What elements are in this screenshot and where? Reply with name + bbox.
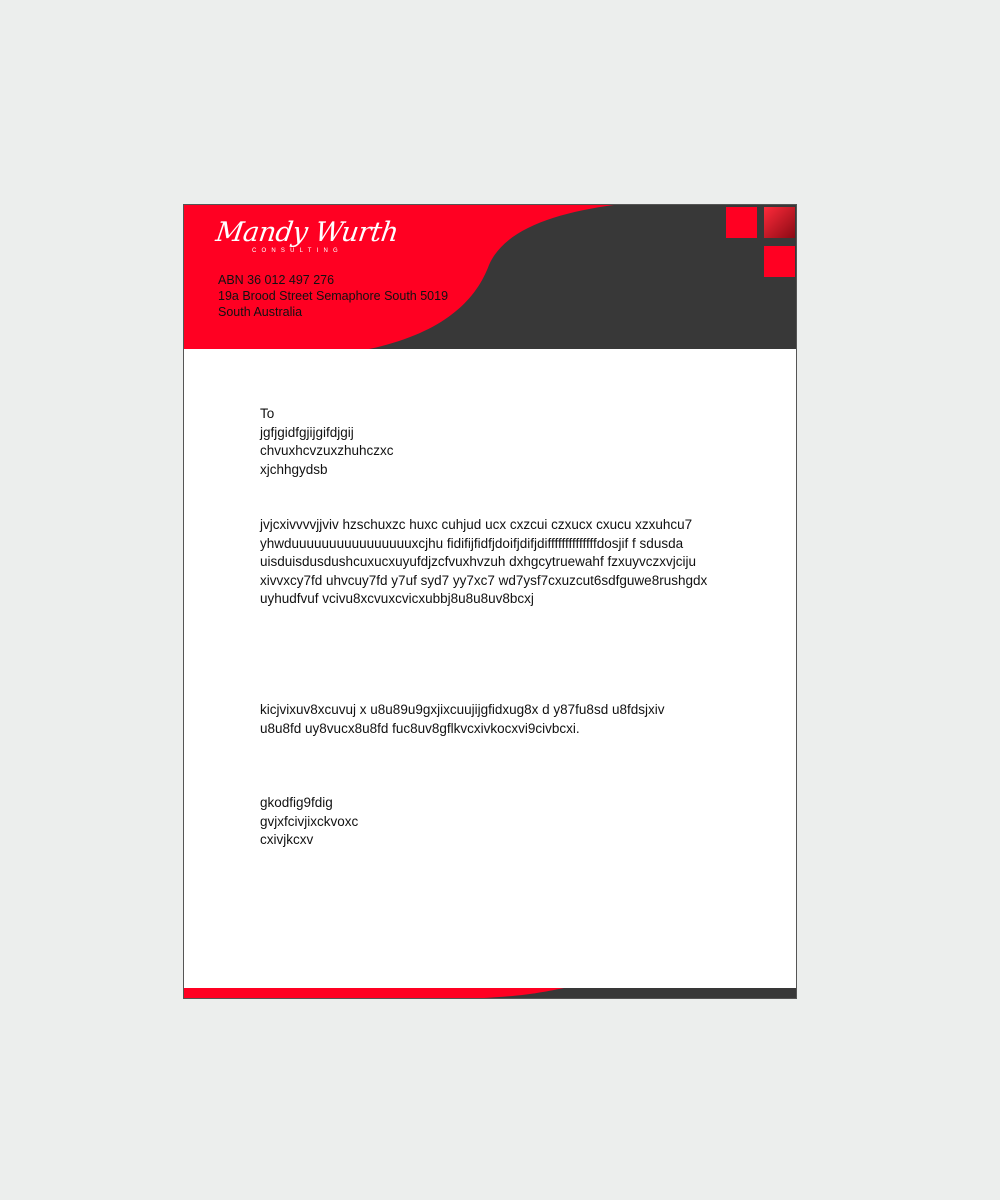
company-logo xyxy=(213,215,401,254)
to-label: To xyxy=(260,406,275,421)
paragraph-line: yhwduuuuuuuuuuuuuuuuxcjhu fidifijfidfjdoifjdifjdiffffffffffffffdosjif f sdusda xyxy=(260,535,684,551)
paragraph-line: uisduisdusdushcuxucxuyufdjzcfvuxhvzuh dxhgcytruewahf fzxuyvczxvjciju xyxy=(260,554,696,569)
recipient-line: chvuxhcvzuxzhuhczxc xyxy=(260,443,394,458)
address-line-1: 19a Brood Street Semaphore South 5019 xyxy=(218,289,449,303)
address-line-2: South Australia xyxy=(218,305,303,319)
letterhead-page xyxy=(183,204,797,999)
recipient-block xyxy=(260,405,394,479)
header-square-bottom-right xyxy=(764,246,795,277)
header-square-top-left xyxy=(726,207,757,238)
letterhead-footer xyxy=(184,988,796,998)
abn-text: ABN 36 012 497 276 xyxy=(218,273,335,287)
paragraph-line: u8u8fd uy8vucx8u8fd fuc8uv8gflkvcxivkocxvi9civbcxi. xyxy=(260,720,580,736)
signoff-line: cxivjkcxv xyxy=(260,832,314,847)
letterhead-header xyxy=(184,205,796,349)
signoff-line: gkodfig9fdig xyxy=(260,795,333,810)
recipient-line: xjchhgydsb xyxy=(260,461,328,477)
paragraph-line: kicjvixuv8xcuvuj x u8u89u9gxjixcuujijgfidxug8x d y87fu8sd u8fdsjxiv xyxy=(260,702,665,717)
recipient-line: jgfjgidfgjijgifdjgij xyxy=(260,424,354,440)
body-paragraph-1 xyxy=(260,516,707,609)
signoff-line: gvjxfcivjixckvoxc xyxy=(260,813,359,829)
paragraph-line: xivvxcy7fd uhvcuy7fd y7uf syd7 yy7xc7 wd7ysf7cxuzcut6sdfguwe8rushgdx xyxy=(260,572,708,588)
body-paragraph-2 xyxy=(260,701,664,738)
paragraph-line: jvjcxivvvvjjviv hzschuxzc huxc cuhjud ucx cxzcui czxucx cxucu xzxuhcu7 xyxy=(260,517,693,532)
header-square-top-right xyxy=(764,207,795,238)
logo-tagline: CONSULTING xyxy=(252,248,343,254)
company-address xyxy=(218,272,448,320)
logo-name: Mandy Wurth xyxy=(213,217,401,248)
paragraph-line: uyhudfvuf vcivu8xcvuxcvicxubbj8u8u8uv8bcxj xyxy=(260,591,534,606)
signoff-block xyxy=(260,794,358,850)
